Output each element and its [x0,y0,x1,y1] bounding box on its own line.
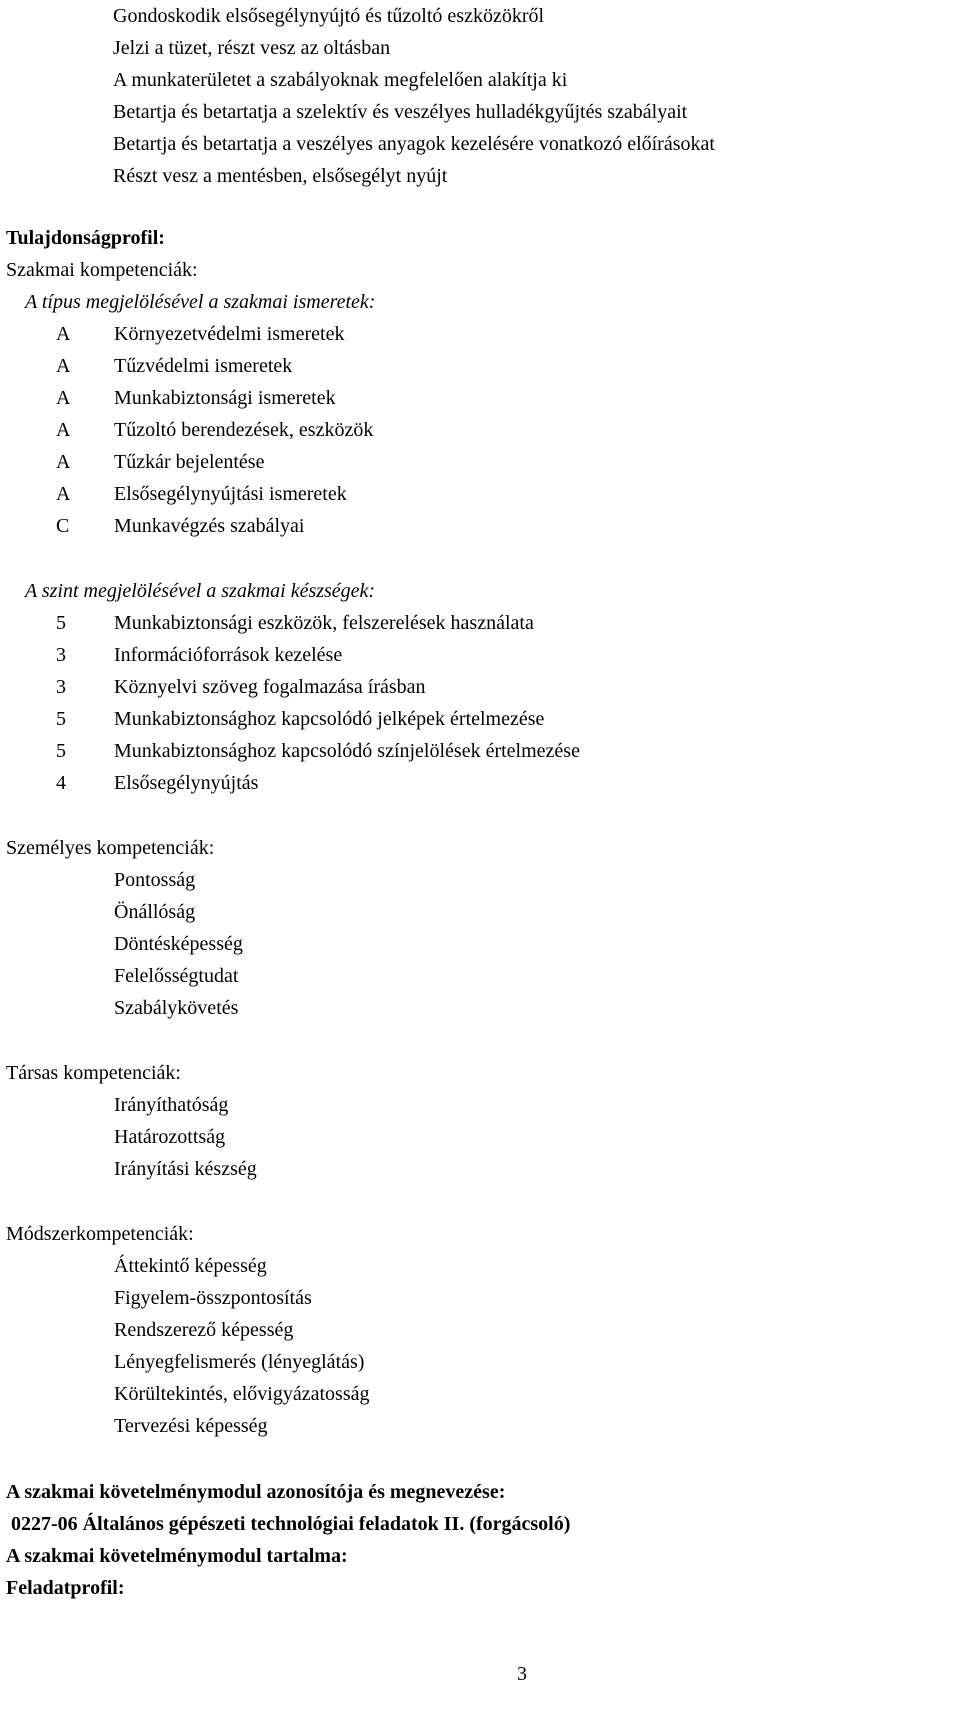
module-code: 0227-06 [11,1513,78,1535]
knowledge-code: A [56,419,71,441]
profile-heading: Tulajdonságprofil: [6,227,165,249]
knowledge-text: Munkavégzés szabályai [114,515,305,537]
personal-item: Szabálykövetés [114,997,239,1019]
page-number: 3 [517,1663,527,1685]
knowledge-text: Tűzvédelmi ismeretek [114,355,293,377]
skill-item [56,767,258,799]
method-item: Lényegfelismerés (lényeglátás) [114,1351,365,1373]
task-line: Betartja és betartatja a veszélyes anyagok kezelésére vonatkozó előírásokat [113,133,715,155]
knowledge-code: A [56,483,71,505]
module-name: Általános gépészeti technológiai feladatok II. (forgácsoló) [82,1513,571,1535]
knowledge-item [56,414,373,446]
task-line: Jelzi a tüzet, részt vesz az oltásban [113,37,391,59]
skill-text: Köznyelvi szöveg fogalmazása írásban [114,676,426,698]
method-item: Körültekintés, elővigyázatosság [114,1383,370,1405]
knowledge-text: Elsősegélynyújtási ismeretek [114,483,347,505]
knowledge-item [56,350,292,382]
task-line: Gondoskodik elsősegélynyújtó és tűzoltó eszközökről [113,5,545,27]
social-heading: Társas kompetenciák: [6,1062,181,1084]
module-content-heading: A szakmai követelménymodul tartalma: [6,1545,348,1567]
module-id-heading: A szakmai követelménymodul azonosítója és megnevezése: [6,1481,506,1503]
knowledge-code: A [56,323,71,345]
skill-item [56,703,544,735]
knowledge-code: A [56,387,71,409]
personal-item: Döntésképesség [114,933,243,955]
skill-text: Információforrások kezelése [114,644,343,666]
method-item: Áttekintő képesség [114,1255,267,1277]
skill-item [56,735,580,767]
method-item: Tervezési képesség [114,1415,268,1437]
knowledge-text: Tűzoltó berendezések, eszközök [114,419,374,441]
personal-item: Felelősségtudat [114,965,239,987]
skill-text: Elsősegélynyújtás [114,772,259,794]
skill-level: 4 [56,772,66,794]
method-heading: Módszerkompetenciák: [6,1223,194,1245]
personal-item: Önállóság [114,901,196,923]
knowledge-text: Tűzkár bejelentése [114,451,265,473]
personal-item: Pontosság [114,869,196,891]
skill-item [56,607,534,639]
social-item: Határozottság [114,1126,226,1148]
professional-competencies-heading: Szakmai kompetenciák: [6,259,198,281]
knowledge-item [56,318,344,350]
knowledge-code: A [56,451,71,473]
method-item: Rendszerező képesség [114,1319,294,1341]
skill-text: Munkabiztonsághoz kapcsolódó jelképek értelmezése [114,708,545,730]
knowledge-item [56,478,347,510]
skill-text: Munkabiztonsághoz kapcsolódó színjelölések értelmezése [114,740,580,762]
knowledge-code: A [56,355,71,377]
skill-level: 5 [56,740,66,762]
method-item: Figyelem-összpontosítás [114,1287,312,1309]
personal-heading: Személyes kompetenciák: [6,837,215,859]
skill-item [56,671,426,703]
task-profile-heading: Feladatprofil: [6,1577,125,1599]
knowledge-item [56,510,304,542]
task-line: Betartja és betartatja a szelektív és veszélyes hulladékgyűjtés szabályait [113,101,688,123]
skill-level: 5 [56,708,66,730]
skill-item [56,639,342,671]
knowledge-item [56,446,264,478]
skill-level: 5 [56,612,66,634]
skill-level: 3 [56,676,66,698]
social-item: Irányíthatóság [114,1094,229,1116]
skill-level: 3 [56,644,66,666]
knowledge-text: Környezetvédelmi ismeretek [114,323,345,345]
knowledge-heading: A típus megjelölésével a szakmai ismeretek: [25,291,376,313]
task-line: Részt vesz a mentésben, elsősegélyt nyújt [113,165,448,187]
task-line: A munkaterületet a szabályoknak megfelelően alakítja ki [113,69,568,91]
knowledge-code: C [56,515,70,537]
knowledge-item [56,382,336,414]
skill-text: Munkabiztonsági eszközök, felszerelések használata [114,612,534,634]
knowledge-text: Munkabiztonsági ismeretek [114,387,336,409]
social-item: Irányítási készség [114,1158,257,1180]
skills-heading: A szint megjelölésével a szakmai készségek: [25,580,376,602]
module-title [11,1508,570,1540]
